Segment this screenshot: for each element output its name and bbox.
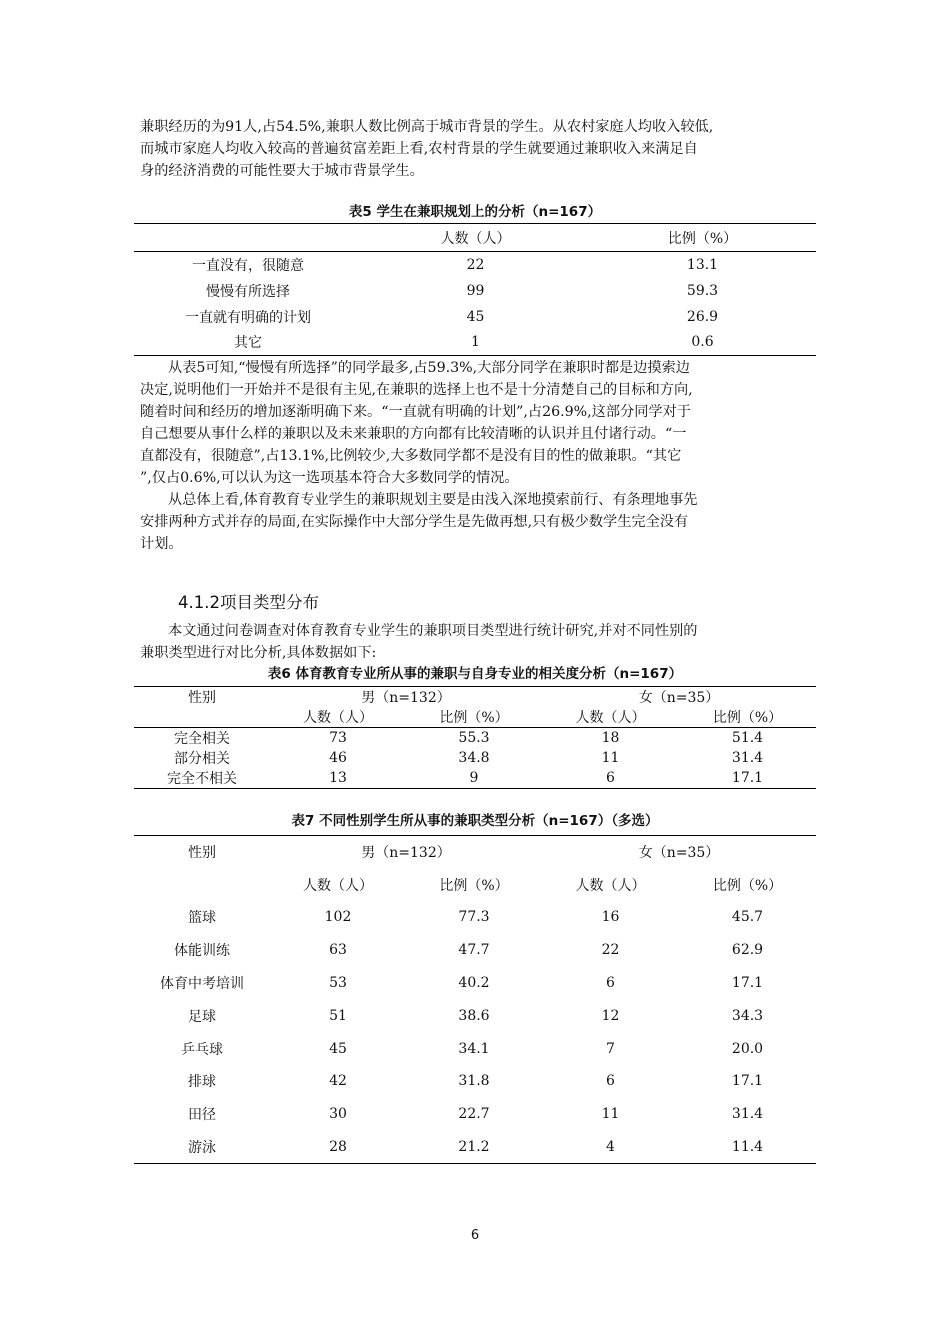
text-line: 从表5可知,“慢慢有所选择”的同学最多,占59.3%,大部分同学在兼职时都是边摸索边 — [168, 360, 690, 376]
header-cell: 性别 — [188, 845, 216, 862]
table-cell: 11.4 — [731, 1138, 764, 1155]
table-row — [134, 748, 816, 768]
table-cell: 17.1 — [731, 770, 764, 786]
table-cell: 7 — [606, 1040, 615, 1057]
header-cell: 比例（%） — [712, 877, 783, 894]
table-cell: 20.0 — [731, 1040, 764, 1057]
table-cell: 63 — [329, 942, 347, 959]
header-cell: 人数（人） — [303, 877, 373, 894]
table-cell: 17.1 — [731, 975, 764, 992]
table-cell: 34.8 — [458, 750, 490, 766]
table-cell: 51.4 — [731, 730, 764, 746]
row-label: 乒乓球 — [181, 1041, 223, 1058]
table-cell: 1 — [471, 334, 480, 351]
table-cell: 22 — [601, 942, 620, 959]
table-subheader-row — [134, 707, 816, 728]
table-cell: 4 — [606, 1138, 615, 1155]
table-cell: 45.7 — [731, 909, 764, 926]
row-label: 游泳 — [188, 1139, 216, 1156]
text-line: 直都没有，很随意”,占13.1%,比例较少,大多数同学都不是没有目的性的做兼职。“其它 — [140, 448, 682, 464]
table-row — [134, 304, 816, 330]
table-row — [134, 1131, 816, 1164]
table-cell: 51 — [329, 1007, 347, 1024]
table5 — [134, 223, 816, 356]
analysis-paragraph-1 — [140, 357, 820, 489]
text-line: 身的经济消费的可能性要大于城市背景学生。 — [140, 163, 424, 179]
row-label: 足球 — [188, 1008, 216, 1025]
table-cell: 21.2 — [458, 1138, 490, 1155]
table-cell: 62.9 — [731, 942, 764, 959]
header-cell: 女（n=35） — [638, 845, 720, 862]
table7-caption: 表7 不同性别学生所从事的兼职类型分析（n=167）（多选） — [291, 813, 659, 829]
section-paragraph — [140, 620, 820, 664]
header-cell: 人数（人） — [575, 877, 646, 894]
intro-paragraph — [140, 116, 820, 182]
table-row — [134, 967, 816, 1000]
row-label: 部分相关 — [174, 751, 230, 767]
text-line: 本文通过问卷调查对体育教育专业学生的兼职项目类型进行统计研究,并对不同性别的 — [168, 623, 698, 639]
row-label: 体育中考培训 — [160, 976, 244, 993]
row-label: 田径 — [188, 1107, 216, 1124]
table6-caption: 表6 体育教育专业所从事的兼职与自身专业的相关度分析（n=167） — [267, 666, 683, 682]
table5-caption: 表5 学生在兼职规划上的分析（n=167） — [348, 204, 602, 220]
table-row — [134, 1098, 816, 1131]
table-cell: 16 — [601, 909, 620, 926]
header-cell — [134, 868, 270, 901]
header-cell — [134, 707, 270, 728]
table-cell: 6 — [606, 975, 615, 992]
table-cell: 6 — [606, 770, 615, 786]
analysis-paragraph-2 — [140, 489, 820, 555]
table-cell: 31.4 — [731, 750, 764, 766]
text-line: 安排两种方式并存的局面,在实际操作中大部分学生是先做再想,只有极少数学生完全没有 — [140, 514, 689, 530]
header-cell: 比例（%） — [589, 224, 816, 252]
table-cell: 22 — [466, 256, 485, 273]
table-cell: 28 — [329, 1138, 347, 1155]
table-row — [134, 1032, 816, 1065]
table-cell: 99 — [466, 282, 485, 299]
table-cell: 13.1 — [686, 256, 719, 273]
row-label: 一直没有，很随意 — [192, 257, 304, 274]
header-cell: 比例（%） — [679, 707, 816, 728]
text-line: 自己想要从事什么样的兼职以及未来兼职的方向都有比较清晰的认识并且付诸行动。“一 — [140, 426, 687, 442]
table-cell: 40.2 — [458, 975, 490, 992]
row-label: 完全相关 — [174, 731, 230, 747]
table-cell: 102 — [324, 909, 352, 926]
header-cell: 比例（%） — [439, 877, 509, 894]
table-cell: 53 — [329, 975, 347, 992]
table-row — [134, 278, 816, 304]
table-cell: 42 — [329, 1073, 347, 1090]
text-line: 兼职类型进行对比分析,具体数据如下: — [140, 645, 377, 661]
text-line: 随着时间和经历的增加逐渐明确下来。“一直就有明确的计划”,占26.9%,这部分同学对于 — [140, 404, 691, 420]
table-cell: 31.8 — [458, 1073, 490, 1090]
header-cell — [134, 224, 362, 252]
row-label: 完全不相关 — [167, 771, 237, 787]
text-line: 计划。 — [140, 536, 183, 552]
text-line: 而城市家庭人均收入较高的普遍贫富差距上看,农村背景的学生就要通过兼职收入来满足自 — [140, 141, 698, 157]
table-cell: 30 — [329, 1106, 347, 1123]
table-cell: 11 — [601, 1106, 620, 1123]
table-cell: 31.4 — [731, 1106, 764, 1123]
section-heading: 4.1.2项目类型分布 — [178, 593, 319, 612]
table-cell: 59.3 — [686, 282, 719, 299]
table-cell: 22.7 — [458, 1106, 490, 1123]
table-cell: 55.3 — [458, 730, 490, 746]
row-label: 排球 — [188, 1074, 216, 1091]
table-cell: 17.1 — [731, 1073, 764, 1090]
row-label: 篮球 — [188, 910, 216, 927]
text-line: 从总体上看,体育教育专业学生的兼职规划主要是由浅入深地摸索前行、有条理地事先 — [168, 492, 698, 508]
header-cell: 人数（人） — [362, 224, 589, 252]
table-row — [134, 252, 816, 278]
text-line: ”,仅占0.6%,可以认为这一选项基本符合大多数同学的情况。 — [140, 470, 519, 486]
table-row — [134, 901, 816, 934]
table-cell: 26.9 — [686, 308, 719, 325]
table-row — [134, 934, 816, 967]
header-cell: 性别 — [188, 690, 216, 706]
table-cell: 45 — [329, 1040, 347, 1057]
header-cell: 比例（%） — [406, 707, 542, 728]
table-cell: 11 — [601, 750, 620, 766]
table6 — [134, 686, 816, 789]
table-row — [134, 330, 816, 356]
header-cell: 人数（人） — [542, 707, 679, 728]
page-number: 6 — [470, 1228, 480, 1243]
table-cell: 73 — [329, 730, 347, 746]
table-cell: 45 — [466, 308, 485, 325]
table-cell: 46 — [329, 750, 347, 766]
table-row — [134, 999, 816, 1032]
table-cell: 12 — [601, 1007, 620, 1024]
text-line: 兼职经历的为91人,占54.5%,兼职人数比例高于城市背景的学生。从农村家庭人均收入较低, — [140, 119, 714, 135]
header-cell: 男（n=132） — [361, 845, 451, 862]
table-cell: 34.1 — [458, 1040, 490, 1057]
table-cell: 47.7 — [458, 942, 490, 959]
table7 — [134, 835, 816, 1164]
row-label: 慢慢有所选择 — [206, 283, 290, 300]
table-header-row — [134, 836, 816, 869]
table-cell: 34.3 — [731, 1007, 764, 1024]
row-label: 一直就有明确的计划 — [185, 309, 311, 326]
header-cell: 男（n=132） — [361, 690, 451, 706]
row-label: 体能训练 — [174, 943, 230, 960]
row-label: 其它 — [234, 335, 262, 352]
table-header-row — [134, 224, 816, 252]
table-row — [134, 768, 816, 789]
table-cell: 77.3 — [458, 909, 490, 926]
table-cell: 9 — [469, 770, 479, 786]
table-cell: 6 — [606, 1073, 615, 1090]
table-subheader-row — [134, 868, 816, 901]
table-row — [134, 728, 816, 749]
table-cell: 0.6 — [691, 334, 714, 351]
header-cell: 女（n=35） — [638, 690, 720, 706]
table-cell: 38.6 — [458, 1007, 490, 1024]
table-row — [134, 1065, 816, 1098]
text-line: 决定,说明他们一开始并不是很有主见,在兼职的选择上也不是十分清楚自己的目标和方向, — [140, 382, 693, 398]
table-header-row — [134, 687, 816, 708]
table-cell: 18 — [601, 730, 620, 746]
table-cell: 13 — [329, 770, 347, 786]
header-cell: 人数（人） — [270, 707, 406, 728]
